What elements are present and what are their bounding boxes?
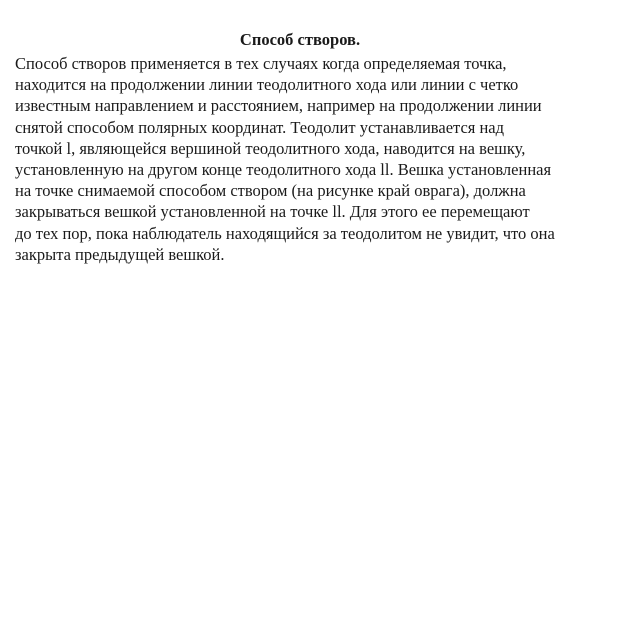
text-line: точкой l, являющейся вершиной теодолитного хода, наводится на вешку, xyxy=(15,138,526,158)
text-line: известным направлением и расстоянием, например на продолжении линии xyxy=(15,96,542,116)
text-line: Способ створов применяется в тех случаях когда определяемая точка, xyxy=(15,54,507,73)
text-line: закрываться вешкой установленной на точке ll. Для этого ее перемещают xyxy=(15,202,530,222)
text-line: закрыта предыдущей вешкой. xyxy=(15,244,225,264)
text-line: до тех пор, пока наблюдатель находящийся за теодолитом не увидит, что она xyxy=(15,223,555,243)
document-title: Способ створов. xyxy=(239,30,361,49)
text-line: на точке снимаемой способом створом (на рисунке край оврага), должна xyxy=(15,181,526,201)
document-body xyxy=(15,53,620,265)
text-line: установленную на другом конце теодолитного хода ll. Вешка установленная xyxy=(15,160,552,180)
text-line: находится на продолжении линии теодолитного хода или линии с четко xyxy=(15,75,519,95)
text-line: снятой способом полярных координат. Теодолит устанавливается над xyxy=(15,117,505,137)
